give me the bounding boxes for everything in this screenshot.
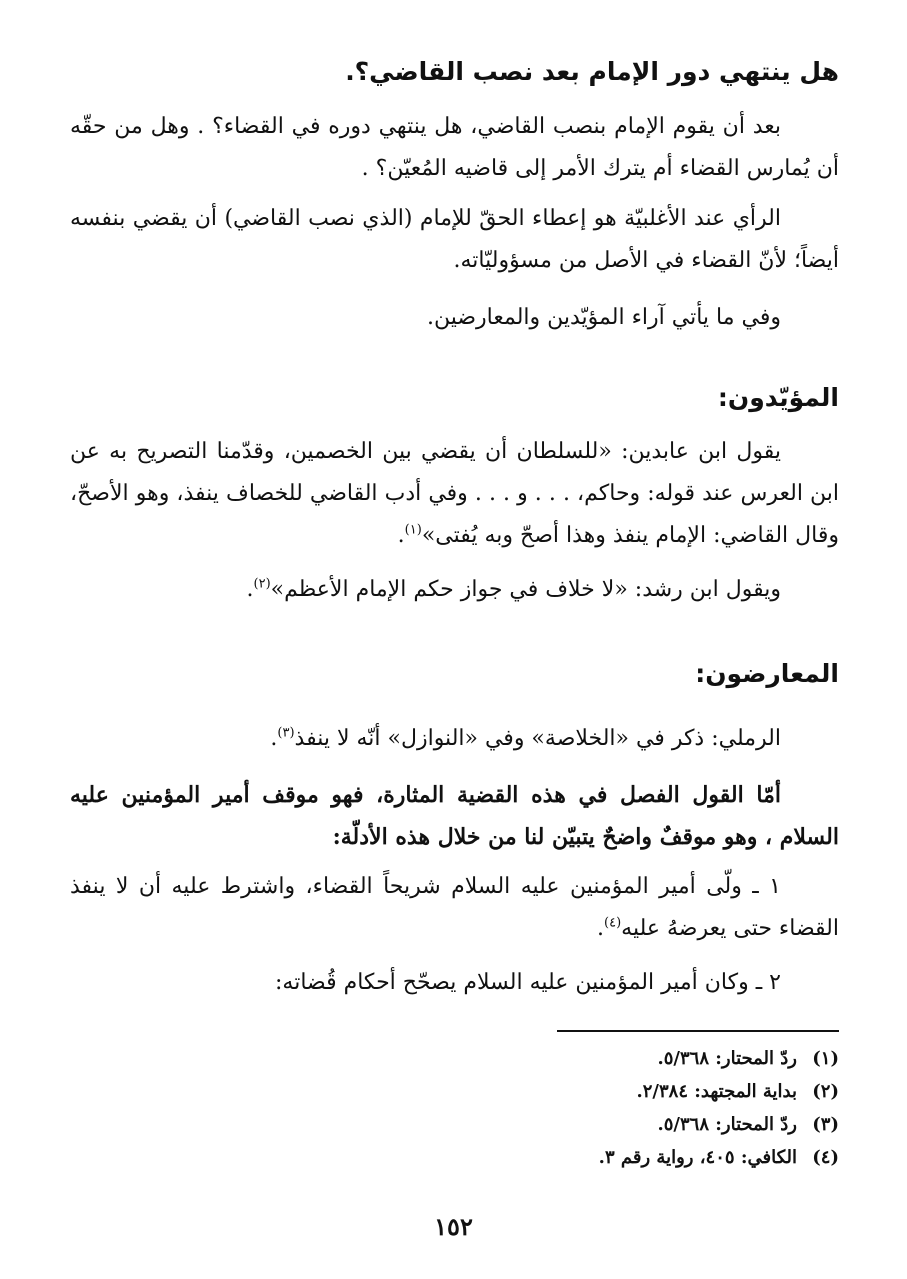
- paragraph-intro-2: الرأي عند الأغلبيّة هو إعطاء الحقّ للإمام (الذي نصب القاضي) أن يقضي بنفسه أيضاً؛ لأنّ القضاء في الأصل من مسؤوليّاته.: [70, 206, 839, 273]
- section-heading-intro: هل ينتهي دور الإمام بعد نصب القاضي؟.: [345, 57, 839, 86]
- sentence-end: .: [270, 726, 278, 751]
- section-heading-opponents: المعارضون:: [695, 659, 839, 688]
- paragraph-opponents-2: أمّا القول الفصل في هذه القضية المثارة، فهو موقف أمير المؤمنين عليه السلام ، وهو موقفٌ واضحٌ يتبيّن لنا من خلال هذه الأدلّة:: [70, 782, 839, 850]
- footnote-text: الكافي: ٤٠٥، رواية رقم ٣.: [598, 1147, 797, 1168]
- quote-ibn-abidin: يقول ابن عابدين: «للسلطان أن يقضي بين الخصمين، وقدّمنا التصريح به عن ابن العرس عند قوله: وحاكم، . . . و . . . وفي أدب القاضي للخصاف ينفذ، وهو الأصحّ، وقال القاضي: الإمام ينفذ وهذا أصحّ وبه يُفتى»: [70, 439, 839, 548]
- footnotes-list: [300, 1042, 839, 1174]
- paragraph-evidence-2: ٢ ـ وكان أمير المؤمنين عليه السلام يصحّح أحكام قُضاته:: [274, 970, 781, 995]
- footnote-text: بداية المجتهد: ٢/٣٨٤.: [636, 1081, 797, 1102]
- paragraph-intro-3: وفي ما يأتي آراء المؤيّدين والمعارضين.: [426, 305, 781, 330]
- sentence-end: .: [397, 523, 405, 548]
- footnote-4: [300, 1141, 839, 1174]
- footnote-2: [300, 1075, 839, 1108]
- footnote-ref-1: (١): [404, 522, 422, 538]
- evidence-1-text: ١ ـ ولّى أمير المؤمنين عليه السلام شريحاً القضاء، واشترط عليه أن لا ينفذ القضاء حتى يعرضهُ عليه: [70, 874, 839, 941]
- footnote-ref-4: (٤): [604, 915, 622, 931]
- footnote-ref-2: (٢): [253, 576, 271, 592]
- footnote-text: ردّ المحتار: ٥/٣٦٨.: [657, 1048, 797, 1069]
- paragraph-supporters-2: [70, 569, 839, 611]
- sentence-end: .: [597, 916, 605, 941]
- footnote-3: [300, 1108, 839, 1141]
- footnote-divider: [557, 1030, 839, 1032]
- footnote-number: (١): [812, 1048, 839, 1069]
- section-heading-supporters: المؤيّدون:: [717, 383, 839, 412]
- paragraph-supporters-1: [70, 431, 839, 557]
- page-number: ١٥٢: [434, 1212, 473, 1241]
- footnote-number: (٣): [812, 1114, 839, 1135]
- quote-ramli: الرملي: ذكر في «الخلاصة» وفي «النوازل» أنّه لا ينفذ: [294, 726, 781, 751]
- paragraph-evidence-1: [70, 866, 839, 950]
- footnote-number: (٢): [812, 1081, 839, 1102]
- quote-ibn-rushd: ويقول ابن رشد: «لا خلاف في جواز حكم الإمام الأعظم»: [270, 577, 781, 602]
- paragraph-intro-1: بعد أن يقوم الإمام بنصب القاضي، هل ينتهي دوره في القضاء؟ . وهل من حقّه أن يُمارس القضاء أم يترك الأمر إلى قاضيه المُعيّن؟ .: [70, 114, 839, 181]
- paragraph-opponents-1: [70, 718, 839, 760]
- footnote-1: [300, 1042, 839, 1075]
- footnote-ref-3: (٣): [277, 725, 295, 741]
- sentence-end: .: [246, 577, 254, 602]
- footnote-text: ردّ المحتار: ٥/٣٦٨.: [657, 1114, 797, 1135]
- footnote-number: (٤): [812, 1147, 839, 1168]
